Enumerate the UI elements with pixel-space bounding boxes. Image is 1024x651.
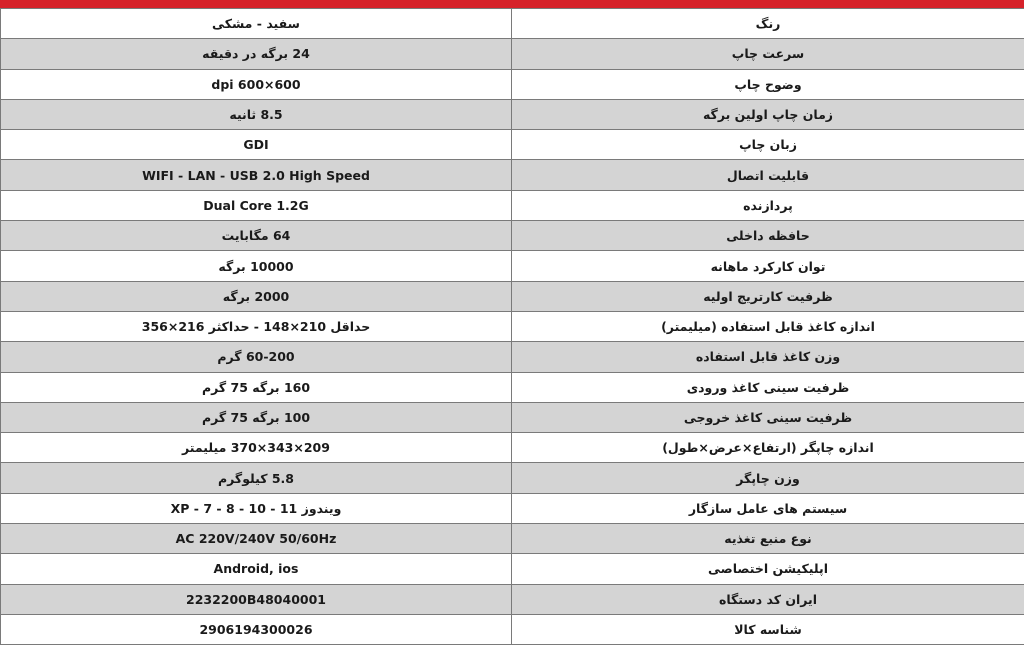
table-row — [1, 402, 1024, 432]
table-row — [1, 281, 1024, 311]
spec-label: وضوح چاپ — [512, 69, 1024, 99]
spec-value: 209×343×370 میلیمتر — [1, 433, 512, 463]
spec-value: 24 برگه در دقیقه — [1, 39, 512, 69]
table-row — [1, 160, 1024, 190]
spec-value: WIFI - LAN - USB 2.0 High Speed — [1, 160, 512, 190]
table-row — [1, 99, 1024, 129]
spec-label: شناسه کالا — [512, 614, 1024, 644]
spec-value: ویندوز 11 - 10 - 8 - 7 - XP — [1, 493, 512, 523]
table-row — [1, 69, 1024, 99]
table-row — [1, 130, 1024, 160]
spec-label: وزن چاپگر — [512, 463, 1024, 493]
table-row — [1, 39, 1024, 69]
spec-value: Android, ios — [1, 554, 512, 584]
spec-value: حداقل 210×148 - حداکثر 216×356 — [1, 311, 512, 341]
spec-value: GDI — [1, 130, 512, 160]
spec-label: نوع منبع تغذیه — [512, 524, 1024, 554]
table-row — [1, 342, 1024, 372]
spec-label: ظرفیت سینی کاغذ خروجی — [512, 402, 1024, 432]
table-row — [1, 372, 1024, 402]
spec-label: اندازه چاپگر (ارتفاع×عرض×طول) — [512, 433, 1024, 463]
spec-label: اندازه کاغذ قابل استفاده (میلیمتر) — [512, 311, 1024, 341]
spec-label: ایران کد دستگاه — [512, 584, 1024, 614]
spec-label: ظرفیت کارتریج اولیه — [512, 281, 1024, 311]
spec-value: 2232200B48040001 — [1, 584, 512, 614]
spec-label: زبان چاپ — [512, 130, 1024, 160]
spec-label: قابلیت اتصال — [512, 160, 1024, 190]
spec-value: Dual Core 1.2G — [1, 190, 512, 220]
table-row — [1, 614, 1024, 644]
spec-value: 64 مگابایت — [1, 221, 512, 251]
table-row — [1, 463, 1024, 493]
table-row — [1, 433, 1024, 463]
spec-value: 100 برگه 75 گرم — [1, 402, 512, 432]
table-row — [1, 251, 1024, 281]
spec-label: وزن کاغذ قابل استفاده — [512, 342, 1024, 372]
spec-label: سرعت چاپ — [512, 39, 1024, 69]
spec-label: حافظه داخلی — [512, 221, 1024, 251]
spec-value: 2000 برگه — [1, 281, 512, 311]
table-row — [1, 554, 1024, 584]
spec-label: توان کارکرد ماهانه — [512, 251, 1024, 281]
spec-value: سفید - مشکی — [1, 9, 512, 39]
spec-value: 160 برگه 75 گرم — [1, 372, 512, 402]
spec-label: زمان چاپ اولین برگه — [512, 99, 1024, 129]
spec-label: پردازنده — [512, 190, 1024, 220]
spec-value: 60-200 گرم — [1, 342, 512, 372]
spec-label: رنگ — [512, 9, 1024, 39]
spec-value: AC 220V/240V 50/60Hz — [1, 524, 512, 554]
spec-label: ظرفیت سینی کاغذ ورودی — [512, 372, 1024, 402]
spec-label: سیستم های عامل سازگار — [512, 493, 1024, 523]
table-row — [1, 524, 1024, 554]
table-row — [1, 493, 1024, 523]
spec-value: 2906194300026 — [1, 614, 512, 644]
spec-value: 8.5 ثانیه — [1, 99, 512, 129]
table-row — [1, 190, 1024, 220]
table-row — [1, 584, 1024, 614]
top-accent-bar — [0, 0, 1024, 8]
table-row — [1, 311, 1024, 341]
spec-value: 5.8 کیلوگرم — [1, 463, 512, 493]
table-row — [1, 221, 1024, 251]
spec-value: 10000 برگه — [1, 251, 512, 281]
table-row — [1, 9, 1024, 39]
spec-table — [0, 8, 1024, 645]
spec-value: dpi 600×600 — [1, 69, 512, 99]
spec-label: اپلیکیشن اختصاصی — [512, 554, 1024, 584]
